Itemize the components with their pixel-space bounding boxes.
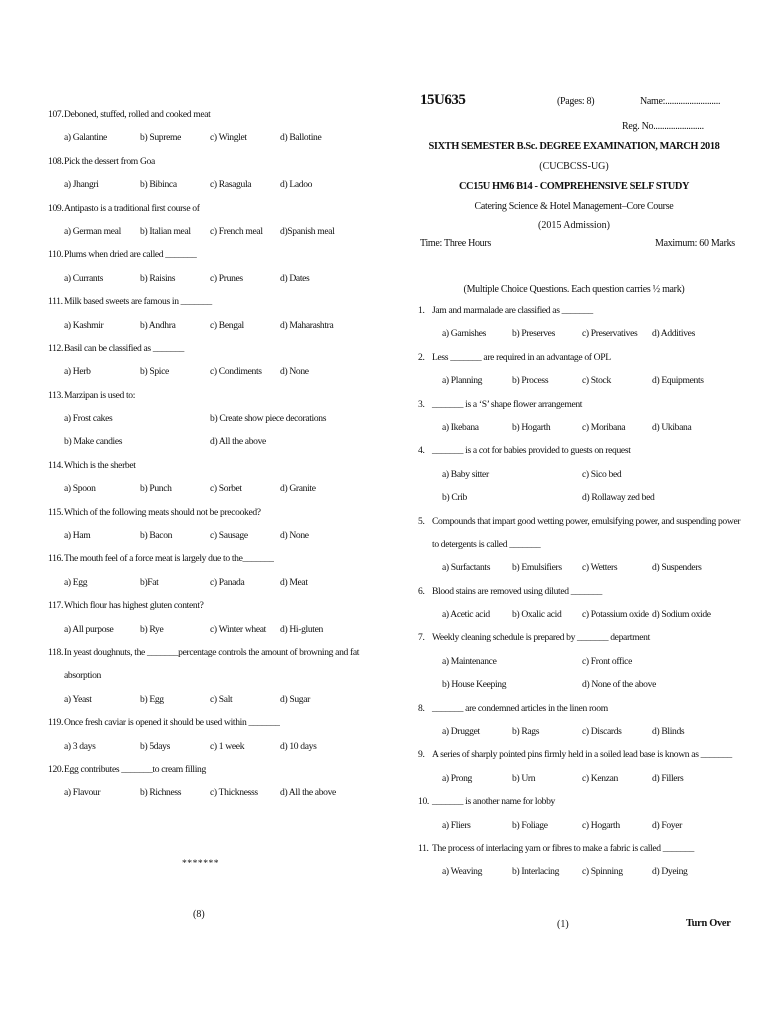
options-row <box>418 493 730 516</box>
option: b) Interlacing <box>512 866 560 878</box>
option: b) Italian meal <box>140 225 191 237</box>
option: a) Galantine <box>64 132 107 144</box>
option: c) Front office <box>582 655 632 667</box>
option: c) Sorbet <box>210 483 242 495</box>
question-row <box>418 446 730 469</box>
max-marks: Maximum: 60 Marks <box>655 238 735 249</box>
question-number: 112. <box>48 342 64 354</box>
question-row <box>48 718 388 741</box>
question-text: Less _______ are required in an advantage of OPL <box>432 351 611 363</box>
question-text-continued <box>48 671 388 694</box>
option: a) Jhangri <box>64 179 99 191</box>
option: c) Winglet <box>210 132 247 144</box>
question-number: 117. <box>48 600 64 612</box>
option: a) Fliers <box>442 819 471 831</box>
course-title: CC15U HM6 B14 - COMPREHENSIVE SELF STUDY <box>458 181 690 192</box>
question-number: 6. <box>418 585 425 597</box>
option: b) Supreme <box>140 132 181 144</box>
question-text: Pick the dessert from Goa <box>64 155 155 167</box>
question-row <box>48 157 388 180</box>
question-text: Milk based sweets are famous in _______ <box>64 296 212 308</box>
question-text: Jam and marmalade are classified as _______ <box>432 305 593 316</box>
option: d) Foyer <box>652 819 682 831</box>
question-number: 118. <box>48 646 64 658</box>
option: c) Panada <box>210 576 245 588</box>
question-number: 7. <box>418 632 425 644</box>
pages-count: (Pages: 8) <box>557 96 595 107</box>
option: c) Stock <box>582 375 611 387</box>
option: b)Fat <box>140 576 159 588</box>
option: c) Potassium oxide <box>582 609 649 621</box>
question-number: 10. <box>418 796 429 808</box>
option: b) Crib <box>442 492 467 504</box>
scheme: (CUCBCSS-UG) <box>539 161 609 172</box>
options-row <box>418 329 730 352</box>
right-page-number: (1) <box>557 919 569 930</box>
question-number: 116. <box>48 553 64 565</box>
option: b) Richness <box>140 787 182 799</box>
question-row <box>48 648 388 671</box>
options-row <box>48 531 388 554</box>
instructions: (Multiple Choice Questions. Each question carries ½ mark) <box>463 284 685 295</box>
question-row <box>48 204 388 227</box>
question-number: 2. <box>418 351 425 363</box>
option: a) German meal <box>64 225 121 237</box>
question-row <box>48 110 388 133</box>
option: d) Fillers <box>652 772 684 784</box>
option: d) All the above <box>280 787 336 799</box>
admission-year: (2015 Admission) <box>538 220 610 231</box>
option: b) Process <box>512 375 549 387</box>
options-row <box>418 423 730 446</box>
question-number: 120. <box>48 763 64 775</box>
question-text: _______ are condemned articles in the linen room <box>432 702 608 714</box>
question-text-line2: to detergents is called _______ <box>432 538 541 550</box>
question-text-continued <box>418 540 730 563</box>
option: a) Kashmir <box>64 319 104 331</box>
option: a) Flavour <box>64 787 101 799</box>
question-number: 119. <box>48 717 64 729</box>
question-text: Basil can be classified as _______ <box>64 342 184 354</box>
question-number: 115. <box>48 506 64 518</box>
option: a) Garnishes <box>442 328 487 340</box>
option: c) Wetters <box>582 562 618 574</box>
option: c) 1 week <box>210 740 245 752</box>
question-row <box>418 797 730 820</box>
right-question-list <box>418 305 741 891</box>
option: d) None of the above <box>582 679 656 691</box>
option: d) Rollaway zed bed <box>582 492 655 504</box>
question-row <box>48 250 388 273</box>
options-row <box>48 742 388 765</box>
question-number: 113. <box>48 389 64 401</box>
option: c) Thicknesss <box>210 787 258 799</box>
option: c) Salt <box>210 693 233 705</box>
options-row <box>48 437 388 460</box>
question-row <box>418 704 730 727</box>
option: b) Andhra <box>140 319 176 331</box>
question-text: Compounds that impart good wetting power, emulsifying power, and suspending power <box>432 515 741 527</box>
options-row <box>418 680 730 703</box>
option: d) Sugar <box>280 693 310 705</box>
paper-code: 15U635 <box>420 92 466 108</box>
question-row <box>48 765 388 788</box>
question-number: 11. <box>418 842 429 854</box>
option: a) Egg <box>64 576 88 588</box>
option: c) Preservatives <box>582 328 638 340</box>
options-row <box>48 695 388 718</box>
options-row <box>418 376 730 399</box>
option: b) Preserves <box>512 328 555 340</box>
question-text: Which of the following meats should not be precooked? <box>64 506 261 518</box>
option: a) Baby sitter <box>442 468 489 480</box>
option: b) Egg <box>140 693 164 705</box>
option: a) Herb <box>64 366 91 378</box>
question-text: Egg contributes _______to cream filling <box>64 763 206 775</box>
option: a) Prong <box>442 772 472 784</box>
options-row <box>48 414 388 437</box>
options-row <box>48 133 388 156</box>
question-text: Once fresh caviar is opened it should be used within _______ <box>64 717 280 729</box>
question-row <box>418 515 741 540</box>
question-text: Weekly cleaning schedule is prepared by _______ department <box>432 632 650 644</box>
question-row <box>48 391 388 414</box>
question-number: 8. <box>418 702 425 714</box>
option: c) Prunes <box>210 272 243 284</box>
option: b) Hogarth <box>512 421 551 433</box>
question-text: Which is the sherbet <box>64 459 136 471</box>
options-row <box>418 610 730 633</box>
options-row <box>48 788 388 811</box>
options-row <box>418 563 730 586</box>
question-row <box>418 400 730 423</box>
option: a) Planning <box>442 375 483 387</box>
options-row <box>418 657 730 680</box>
question-text: In yeast doughnuts, the _______percentage controls the amount of browning and fat <box>64 646 360 658</box>
options-row <box>418 470 730 493</box>
question-row <box>48 508 388 531</box>
options-row <box>48 274 388 297</box>
option: d) Equipments <box>652 375 704 387</box>
option: a) Ham <box>64 530 91 542</box>
option: c) Condiments <box>210 366 262 378</box>
option: c) Sausage <box>210 530 248 542</box>
name-field: Name:......................... <box>640 96 721 107</box>
option: c) French meal <box>210 225 263 237</box>
options-row <box>418 774 730 797</box>
option: b) Emulsifiers <box>512 562 562 574</box>
option: d) Meat <box>280 576 308 588</box>
option: d) Maharashtra <box>280 319 334 331</box>
option: b) Spice <box>140 366 169 378</box>
left-page-number: (8) <box>193 909 205 920</box>
option: b) Oxalic acid <box>512 609 562 621</box>
option: d) Granite <box>280 483 316 495</box>
option: a) Yeast <box>64 693 92 705</box>
question-text: A series of sharply pointed pins firmly held in a soiled lead base is known as _______ <box>432 749 732 761</box>
question-text: Deboned, stuffed, rolled and cooked meat <box>64 109 211 120</box>
option: a) Currants <box>64 272 104 284</box>
option: b) Raisins <box>140 272 176 284</box>
option: d) Additives <box>652 328 695 340</box>
option: d) Hi-gluten <box>280 623 323 635</box>
question-row <box>418 353 730 376</box>
question-row <box>418 587 730 610</box>
option: b) House Keeping <box>442 679 507 691</box>
question-text: The process of interlacing yarn or fibres to make a fabric is called _______ <box>432 842 694 854</box>
option: b) Create show piece decorations <box>210 413 327 425</box>
question-text: Antipasto is a traditional first course of <box>64 202 200 214</box>
question-row <box>48 344 388 367</box>
option: c) Rasagula <box>210 179 252 191</box>
option: a) Ikebana <box>442 421 479 433</box>
question-row <box>48 601 388 624</box>
option: c) Moribana <box>582 421 626 433</box>
question-number: 111. <box>48 296 63 308</box>
options-row <box>418 821 730 844</box>
question-row <box>418 306 730 329</box>
question-text: _______ is a cot for babies provided to guests on request <box>432 445 631 457</box>
option: a) Drugget <box>442 726 480 738</box>
option: c) Discards <box>582 726 622 738</box>
question-number: 1. <box>418 305 425 316</box>
question-number: 108. <box>48 155 64 167</box>
question-row <box>48 554 388 577</box>
right-page <box>418 305 741 891</box>
option: a) 3 days <box>64 740 96 752</box>
option: c) Hogarth <box>582 819 620 831</box>
question-number: 3. <box>418 398 425 410</box>
time-allowed: Time: Three Hours <box>420 238 492 249</box>
option: b) Rags <box>512 726 540 738</box>
option: c) Kenzan <box>582 772 618 784</box>
options-row <box>48 321 388 344</box>
option: a) Weaving <box>442 866 483 878</box>
option: a) Spoon <box>64 483 96 495</box>
question-text: Blood stains are removed using diluted _______ <box>432 585 602 597</box>
question-text: Which flour has highest gluten content? <box>64 600 204 612</box>
question-row <box>48 297 388 320</box>
question-text: _______ is another name for lobby <box>432 796 556 808</box>
exam-title: SIXTH SEMESTER B.Sc. DEGREE EXAMINATION, MARCH 2018 <box>428 141 720 152</box>
option: b) 5days <box>140 740 170 752</box>
question-text: Plums when dried are called _______ <box>64 249 197 261</box>
option: d) None <box>280 530 309 542</box>
option: b) Bibinca <box>140 179 177 191</box>
option: b) Rye <box>140 623 164 635</box>
question-text: _______ is a ‘S’ shape flower arrangement <box>432 398 583 410</box>
option: a) All purpose <box>64 623 114 635</box>
question-text: Marzipan is used to: <box>64 389 136 401</box>
options-row <box>418 727 730 750</box>
question-number: 9. <box>418 749 425 761</box>
option: d) None <box>280 366 309 378</box>
end-mark: ******* <box>182 858 220 869</box>
question-row <box>418 844 730 867</box>
option: d)Spanish meal <box>280 225 335 237</box>
option: d) Ladoo <box>280 179 313 191</box>
course-subtitle: Catering Science & Hotel Management–Core Course <box>474 201 674 212</box>
turn-over: Turn Over <box>686 918 731 929</box>
options-row <box>48 578 388 601</box>
option: a) Frost cakes <box>64 413 113 425</box>
question-text-line2: absorption <box>64 670 102 682</box>
options-row <box>48 625 388 648</box>
option: d) 10 days <box>280 740 317 752</box>
options-row <box>48 484 388 507</box>
option: c) Winter wheat <box>210 623 266 635</box>
left-page <box>48 110 388 812</box>
option: d) Ballotine <box>280 132 322 144</box>
option: b) Bacon <box>140 530 173 542</box>
option: d) Blinds <box>652 726 685 738</box>
left-question-list <box>48 110 388 812</box>
option: d) Ukibana <box>652 421 692 433</box>
question-number: 110. <box>48 249 64 261</box>
option: d) All the above <box>210 436 266 448</box>
option: b) Foliage <box>512 819 548 831</box>
option: a) Maintenance <box>442 655 497 667</box>
option: a) Acetic acid <box>442 609 490 621</box>
option: c) Sico bed <box>582 468 622 480</box>
options-row <box>48 227 388 250</box>
question-number: 107. <box>48 109 64 120</box>
option: a) Surfactants <box>442 562 491 574</box>
option: b) Punch <box>140 483 172 495</box>
option: c) Spinning <box>582 866 623 878</box>
question-number: 109. <box>48 202 64 214</box>
question-row <box>418 750 730 773</box>
reg-no-field: Reg. No....................... <box>622 121 704 132</box>
question-number: 4. <box>418 445 425 457</box>
option: c) Bengal <box>210 319 244 331</box>
option: b) Make candies <box>64 436 123 448</box>
option: d) Sodium oxide <box>652 609 711 621</box>
question-text: The mouth feel of a force meat is largely due to the_______ <box>64 553 274 565</box>
question-number: 5. <box>418 515 425 527</box>
options-row <box>48 367 388 390</box>
option: d) Dyeing <box>652 866 688 878</box>
question-row <box>48 461 388 484</box>
option: b) Urn <box>512 772 536 784</box>
options-row <box>418 867 730 890</box>
question-row <box>418 633 730 656</box>
option: d) Suspenders <box>652 562 702 574</box>
option: d) Dates <box>280 272 310 284</box>
options-row <box>48 180 388 203</box>
question-number: 114. <box>48 459 64 471</box>
